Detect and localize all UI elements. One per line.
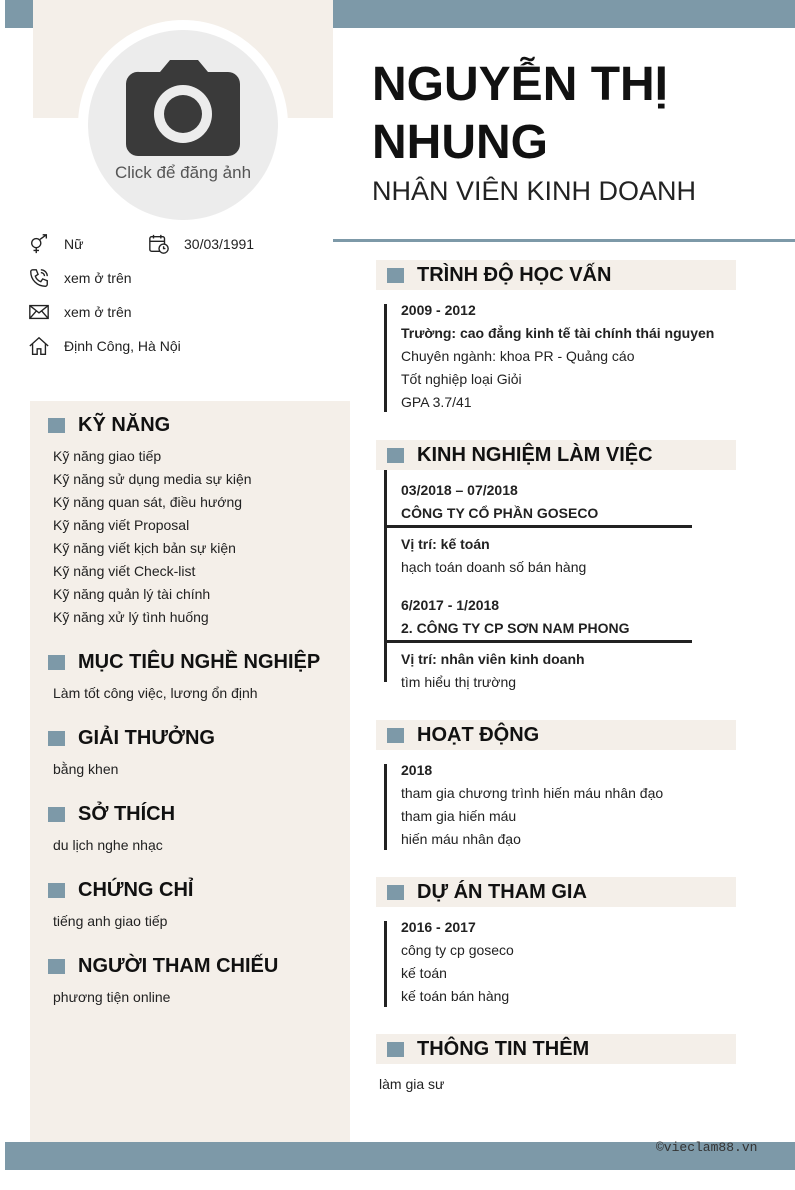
camera-icon[interactable] [126,58,240,156]
job-header [401,594,629,640]
job-title: NHÂN VIÊN KINH DOANH [372,176,697,206]
gender-value: Nữ [64,236,84,252]
project-item: kế toán [401,965,447,981]
skill-item: Kỹ năng quan sát, điều hướng [53,494,243,510]
job-description: tìm hiểu thị trường [401,674,517,690]
address-value: Định Công, Hà Nội [64,338,181,354]
job-divider [384,525,692,528]
section-marker [48,655,65,670]
birthday-info [148,233,254,255]
references-title: NGƯỜI THAM CHIẾU [78,955,279,977]
phone-icon [28,267,50,289]
job-company: CÔNG TY CỔ PHẦN GOSECO [401,505,599,521]
section-marker [48,731,65,746]
experience-title: KINH NGHIỆM LÀM VIỆC [417,443,653,466]
project-item: công ty cp goseco [401,942,514,958]
references-text: phương tiện online [53,989,171,1005]
skill-item: Kỹ năng giao tiếp [53,448,162,464]
job-header [401,479,598,525]
objective-title: MỤC TIÊU NGHỀ NGHIỆP [78,651,321,673]
email-value: xem ở trên [64,304,132,320]
objective-text: Làm tốt công việc, lương ổn định [53,685,258,701]
mail-icon [28,301,50,323]
job-body [401,648,585,694]
job-company: 2. CÔNG TY CP SƠN NAM PHONG [401,620,630,636]
projects-details [401,916,514,1008]
skill-item: Kỹ năng viết Proposal [53,517,190,533]
job-period: 6/2017 - 1/2018 [401,597,500,613]
activities-timeline [384,764,387,850]
activity-item: tham gia chương trình hiến máu nhân đạo [401,785,664,801]
objective-heading [48,651,320,674]
address-info [28,335,181,357]
job-divider [384,640,692,643]
education-grade: Tốt nghiệp loại Giỏi [401,371,522,387]
header-divider [333,239,795,242]
job-description: hạch toán doanh số bán hàng [401,559,587,575]
references-heading [48,955,278,978]
gender-info [28,233,83,255]
skill-item: Kỹ năng quản lý tài chính [53,586,211,602]
education-details [401,299,714,414]
education-title: TRÌNH ĐỘ HỌC VẤN [417,263,612,286]
activities-title: HOẠT ĐỘNG [417,723,540,746]
activity-item: hiến máu nhân đạo [401,831,521,847]
phone-value: xem ở trên [64,270,132,286]
education-timeline [384,304,387,412]
section-marker [387,885,404,900]
awards-heading [48,727,215,750]
section-marker [48,807,65,822]
certificates-text: tiếng anh giao tiếp [53,913,168,929]
project-item: kế toán bán hàng [401,988,510,1004]
avatar-upload-label[interactable]: Click để đăng ảnh [114,163,252,182]
certificates-title: CHỨNG CHỈ [78,879,194,901]
section-marker [387,1042,404,1057]
activities-year: 2018 [401,762,433,778]
calendar-icon [148,233,170,255]
extra-title: THÔNG TIN THÊM [417,1037,590,1060]
skill-item: Kỹ năng sử dụng media sự kiện [53,471,252,487]
section-marker [48,959,65,974]
job-position: Vị trí: nhân viên kinh doanh [401,651,585,667]
email-info [28,301,132,323]
skill-item: Kỹ năng viết Check-list [53,563,196,579]
extra-heading [376,1034,736,1064]
skill-item: Kỹ năng viết kịch bản sự kiện [53,540,236,556]
section-marker [48,418,65,433]
skills-heading [48,414,170,437]
section-marker [48,883,65,898]
job-position: Vị trí: kế toán [401,536,490,552]
hobbies-title: SỞ THÍCH [78,803,176,825]
birthday-value: 30/03/1991 [184,236,255,252]
extra-text: làm gia sư [379,1076,445,1092]
job-body [401,533,586,579]
skill-item: Kỹ năng xử lý tình huống [53,609,209,625]
section-marker [387,448,404,463]
education-gpa: GPA 3.7/41 [401,394,472,410]
awards-title: GIẢI THƯỞNG [78,727,215,749]
section-marker [387,268,404,283]
phone-info [28,267,132,289]
education-period: 2009 - 2012 [401,302,476,318]
awards-text: bằng khen [53,761,119,777]
activities-heading [376,720,736,750]
candidate-name-line2: NHUNG [372,116,548,169]
education-heading [376,260,736,290]
experience-heading [376,440,736,470]
projects-timeline [384,921,387,1007]
projects-heading [376,877,736,907]
skills-title: KỸ NĂNG [78,414,171,436]
skills-list [53,445,252,629]
certificates-heading [48,879,193,902]
hobbies-heading [48,803,175,826]
job-period: 03/2018 – 07/2018 [401,482,518,498]
section-marker [387,728,404,743]
education-major: Chuyên ngành: khoa PR - Quảng cáo [401,348,635,364]
activities-details [401,759,663,851]
projects-period: 2016 - 2017 [401,919,476,935]
home-icon [28,335,50,357]
candidate-name-line1: NGUYỄN THỊ [372,58,669,111]
education-school: Trường: cao đẳng kinh tế tài chính thái nguyen [401,325,715,341]
projects-title: DỰ ÁN THAM GIA [417,880,587,903]
footer-watermark: ©vieclam88.vn [656,1140,758,1155]
candidate-name [372,56,772,172]
activity-item: tham gia hiến máu [401,808,517,824]
gender-icon [28,233,50,255]
hobbies-text: du lịch nghe nhạc [53,837,163,853]
experience-timeline [384,470,387,682]
